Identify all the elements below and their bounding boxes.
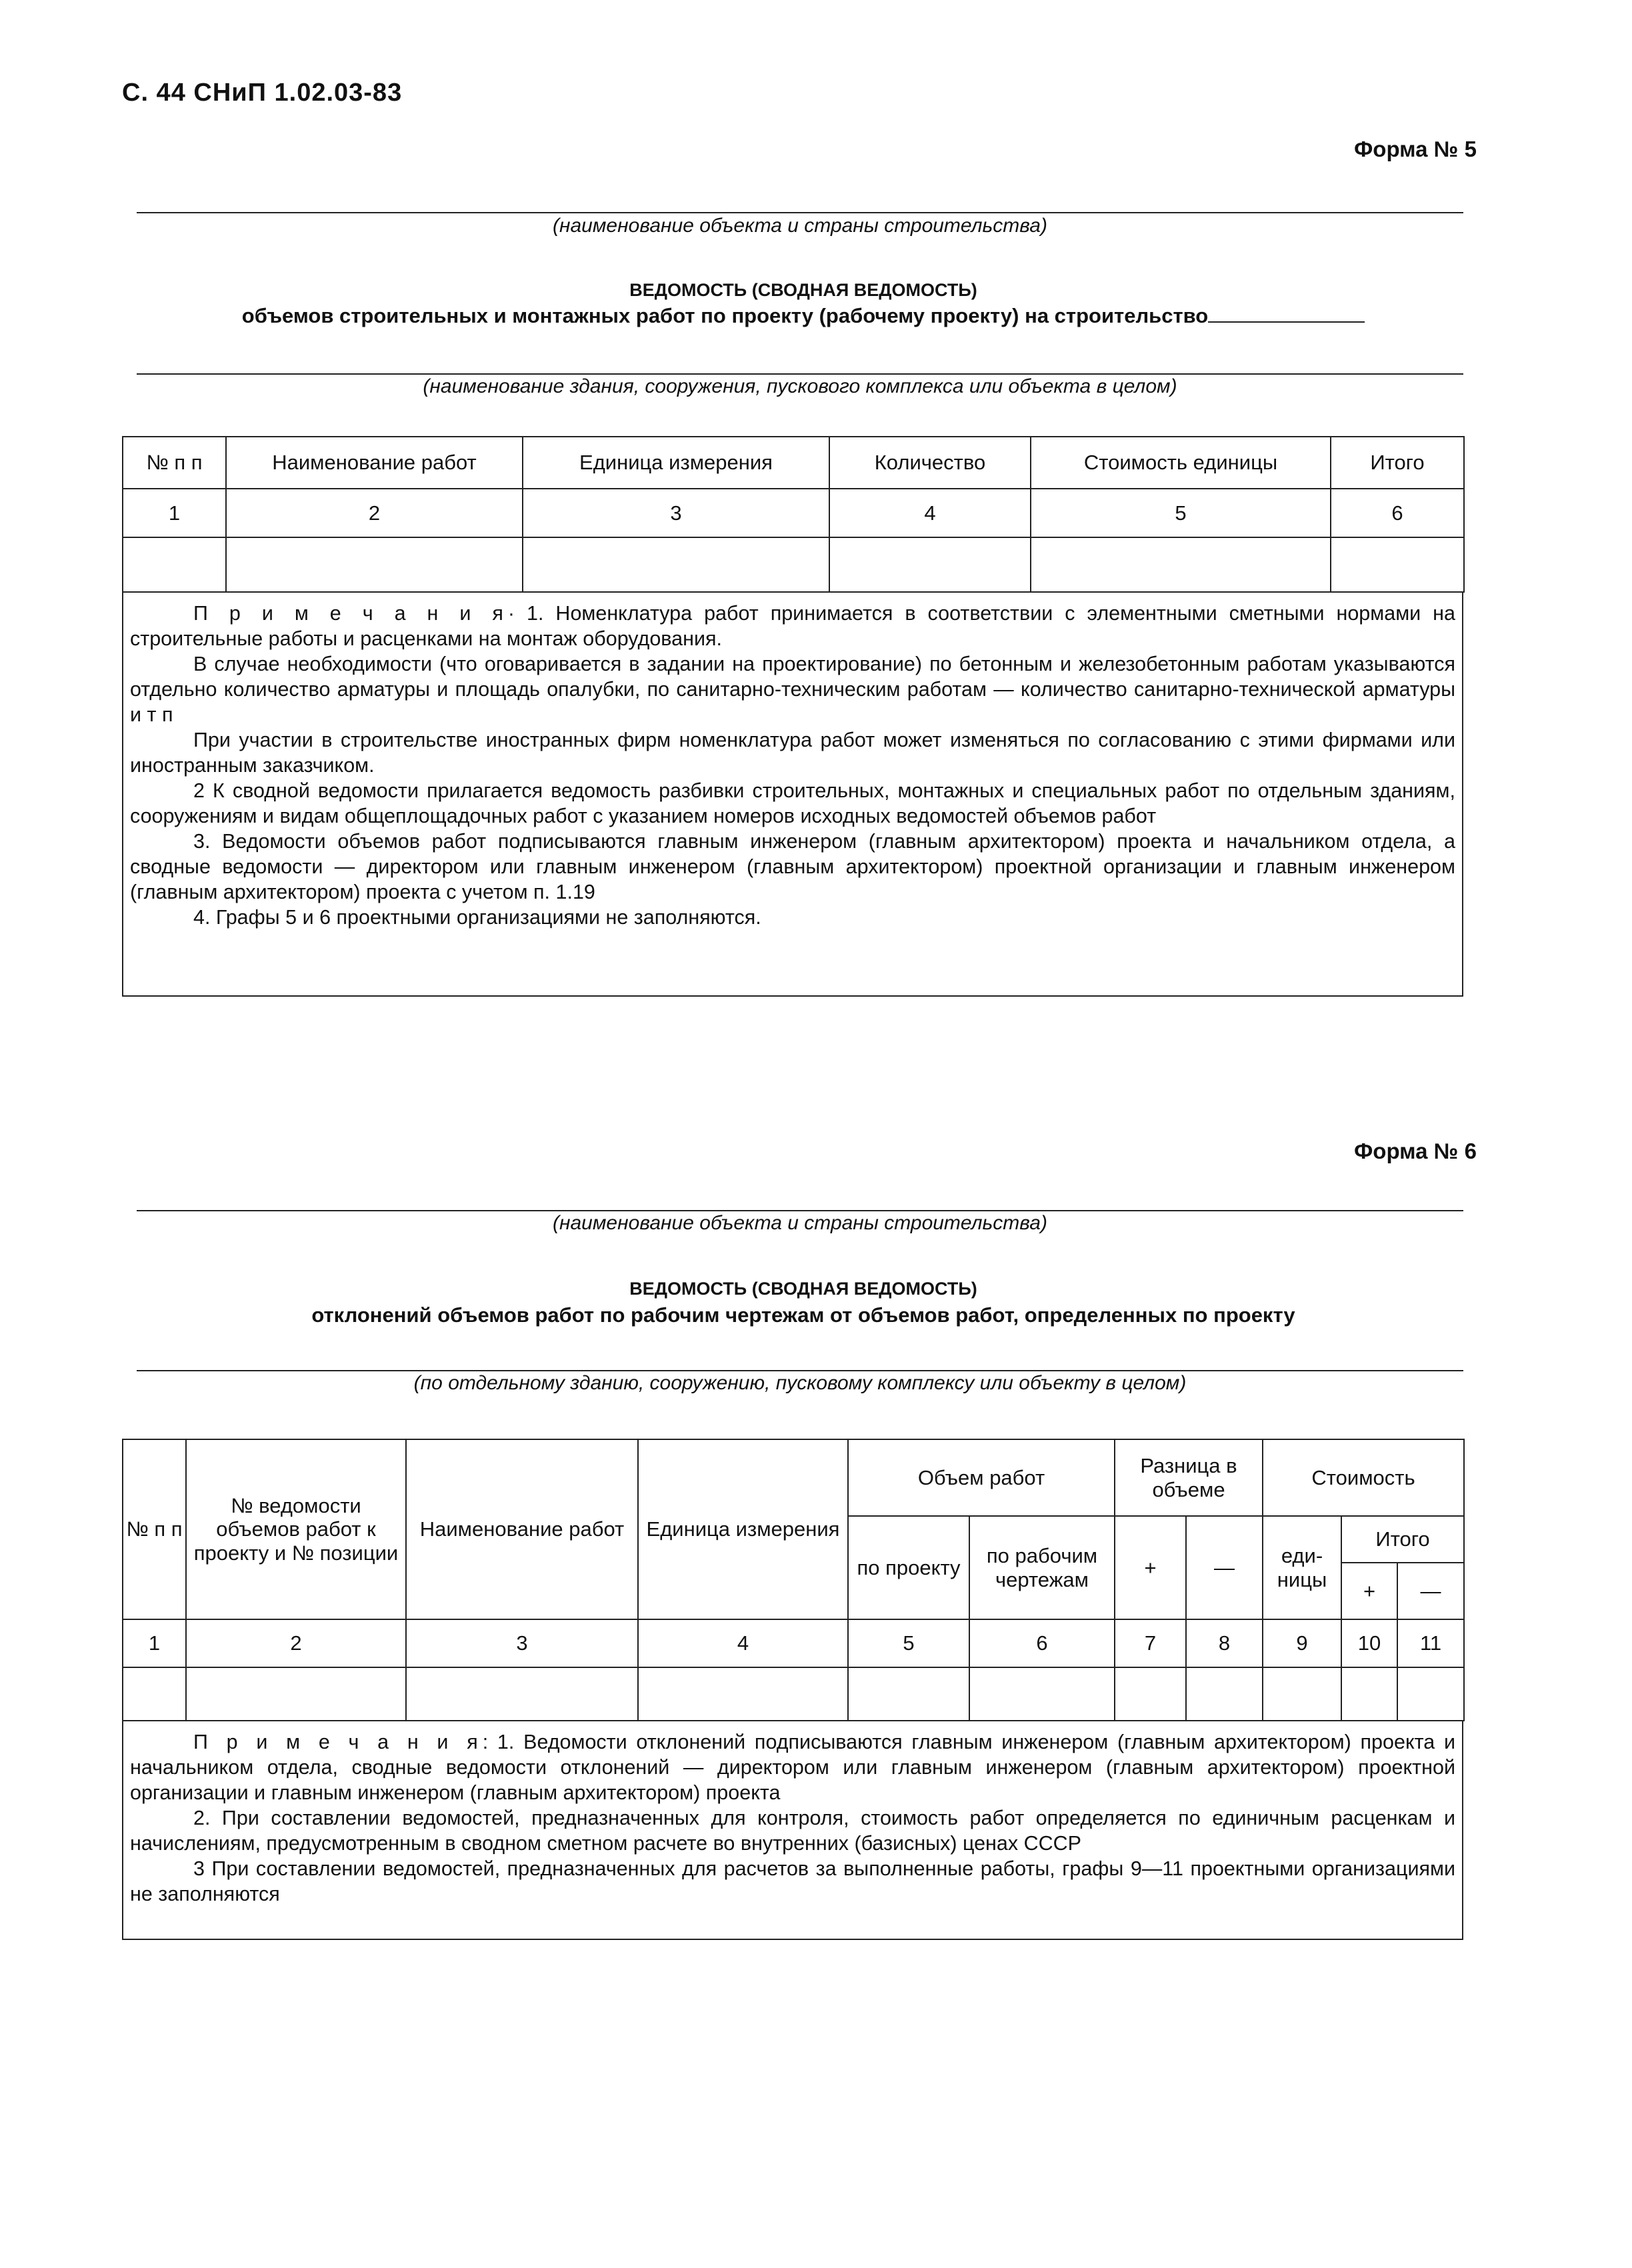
statement-title: ВЕДОМОСТЬ (СВОДНАЯ ВЕДОМОСТЬ) (629, 1279, 977, 1299)
table-header-row (123, 1439, 1464, 1516)
blank-cell (123, 537, 226, 592)
blank-cell (1263, 1667, 1341, 1721)
col-header-unit: Единица измерения (638, 1439, 848, 1619)
column-numbers-row (123, 489, 1464, 537)
col-number: 9 (1263, 1619, 1341, 1667)
blank-cell (1341, 1667, 1397, 1721)
col-number: 7 (1115, 1619, 1186, 1667)
statement-subtitle-text: объемов строительных и монтажных работ по проекту (рабочему проекту) на строительство (241, 304, 1209, 327)
note-paragraph: В случае необходимости (что оговаривается в задании на проектирование) по бетонным и железобетонным работам указываются отдельно количество арматуры и площадь опалубки, по санитарно-техническим работам — количество санитарно-технической арматуры и т п (130, 653, 1455, 726)
col-header-unit: Единица измерения (523, 437, 829, 489)
col-number: 11 (1397, 1619, 1464, 1667)
column-numbers-row (123, 1619, 1464, 1667)
col-number: 4 (829, 489, 1031, 537)
blank-cell (523, 537, 829, 592)
blank-cell (226, 537, 523, 592)
col-header-number: № п п (123, 437, 226, 489)
form-6-notes (122, 1721, 1463, 1940)
col-header-total-minus: — (1397, 1563, 1464, 1619)
object-name-line (137, 1210, 1463, 1211)
note-paragraph: 2 К сводной ведомости прилагается ведомость разбивки строительных, монтажных и специальных работ по отдельным зданиям, сооружениям и видам общеплощадочных работ с указанием номеров исходных ведомостей объемов работ (130, 779, 1455, 827)
col-number: 6 (969, 1619, 1115, 1667)
col-header-statement-number: № ведомости объемов работ к проекту и № позиции (186, 1439, 406, 1619)
statement-subtitle (107, 304, 1500, 328)
col-number: 5 (1031, 489, 1331, 537)
col-number: 4 (638, 1619, 848, 1667)
object-name-caption: (наименование объекта и страны строительства) (553, 215, 1047, 237)
object-name-line (137, 212, 1463, 213)
col-header-by-drawings: по рабочим чертежам (969, 1516, 1115, 1619)
statement-subtitle: отклонений объемов работ по рабочим чертежам от объемов работ, определенных по проекту (311, 1303, 1295, 1327)
col-header-volume-difference: Разница в объеме (1115, 1439, 1263, 1516)
col-number: 1 (123, 489, 226, 537)
construction-name-blank (1208, 304, 1365, 323)
col-number: 8 (1186, 1619, 1263, 1667)
building-name-caption: (по отдельному зданию, сооружению, пусковому комплексу или объекту в целом) (413, 1372, 1187, 1394)
note-text: · 1. Номенклатура работ принимается в соответствии с элементными сметными нормами на строительные работы и расценками на монтаж оборудования. (130, 602, 1455, 650)
statement-title: ВЕДОМОСТЬ (СВОДНАЯ ВЕДОМОСТЬ) (629, 280, 977, 300)
note-paragraph (130, 1729, 1455, 1805)
col-number: 3 (406, 1619, 638, 1667)
table-header-row (123, 437, 1464, 489)
blank-cell (1115, 1667, 1186, 1721)
col-number: 1 (123, 1619, 186, 1667)
note-paragraph: 4. Графы 5 и 6 проектными организациями не заполняются. (193, 906, 761, 929)
col-number: 2 (186, 1619, 406, 1667)
blank-entry-row (123, 1667, 1464, 1721)
col-header-work-name: Наименование работ (226, 437, 523, 489)
notes-label: П р и м е ч а н и я (193, 602, 508, 625)
col-number: 5 (848, 1619, 969, 1667)
blank-cell (123, 1667, 186, 1721)
note-text: : 1. Ведомости отклонений подписываются главным инженером (главным архитектором) проекта и начальником отдела, сводные ведомости отклонений — директором или главным инженером (главным архитектором) проектной организации и главным инженером (главным архитектором) проекта (130, 1731, 1455, 1804)
col-header-quantity: Количество (829, 437, 1031, 489)
col-header-unit-cost: Стоимость единицы (1031, 437, 1331, 489)
notes-label: П р и м е ч а н и я (193, 1731, 483, 1753)
blank-cell (969, 1667, 1115, 1721)
col-header-work-name: Наименование работ (406, 1439, 638, 1619)
col-header-total-plus: + (1341, 1563, 1397, 1619)
col-header-unit-cost: еди-ницы (1263, 1516, 1341, 1619)
blank-cell (638, 1667, 848, 1721)
form-5-notes (122, 593, 1463, 997)
blank-cell (186, 1667, 406, 1721)
note-paragraph: При участии в строительстве иностранных фирм номенклатура работ может изменяться по согласованию с этими фирмами или иностранным заказчиком. (130, 729, 1455, 777)
col-header-cost-total: Итого (1341, 1516, 1464, 1563)
blank-entry-row (123, 537, 1464, 592)
col-header-by-project: по проекту (848, 1516, 969, 1619)
col-header-cost: Стоимость (1263, 1439, 1464, 1516)
note-paragraph: 3 При составлении ведомостей, предназначенных для расчетов за выполненные работы, графы 9—11 проектными организациями не заполняются (130, 1857, 1455, 1905)
page-reference: С. 44 СНиП 1.02.03-83 (122, 79, 403, 107)
building-name-caption: (наименование здания, сооружения, пускового комплекса или объекта в целом) (423, 375, 1177, 397)
col-number: 2 (226, 489, 523, 537)
blank-cell (1397, 1667, 1464, 1721)
col-header-number: № п п (123, 1439, 186, 1619)
col-number: 6 (1331, 489, 1464, 537)
deviations-table (122, 1439, 1465, 1721)
blank-cell (406, 1667, 638, 1721)
blank-cell (829, 537, 1031, 592)
col-header-diff-minus: — (1186, 1516, 1263, 1619)
col-header-total: Итого (1331, 437, 1464, 489)
works-volume-table (122, 436, 1465, 593)
col-number: 10 (1341, 1619, 1397, 1667)
blank-cell (1031, 537, 1331, 592)
building-name-line (137, 1370, 1463, 1371)
form-6-label: Форма № 6 (1354, 1139, 1477, 1163)
note-paragraph: 2. При составлении ведомостей, предназначенных для контроля, стоимость работ определяется по единичным расценкам и начислениям, предусмотренным в сводном сметном расчете во внутренних (базисных) ценах СССР (130, 1807, 1455, 1855)
col-header-diff-plus: + (1115, 1516, 1186, 1619)
building-name-line (137, 373, 1463, 375)
col-header-work-volume: Объем работ (848, 1439, 1115, 1516)
blank-cell (1331, 537, 1464, 592)
object-name-caption: (наименование объекта и страны строительства) (553, 1212, 1047, 1234)
note-paragraph (130, 601, 1455, 651)
col-number: 3 (523, 489, 829, 537)
form-5-label: Форма № 5 (1354, 137, 1477, 161)
blank-cell (848, 1667, 969, 1721)
blank-cell (1186, 1667, 1263, 1721)
note-paragraph: 3. Ведомости объемов работ подписываются главным инженером (главным архитектором) проекта и начальником отдела, а сводные ведомости — директором или главным инженером (главным архитектором) проектной организации и главным инженером (главным архитектором) проекта с учетом п. 1.19 (130, 830, 1455, 903)
